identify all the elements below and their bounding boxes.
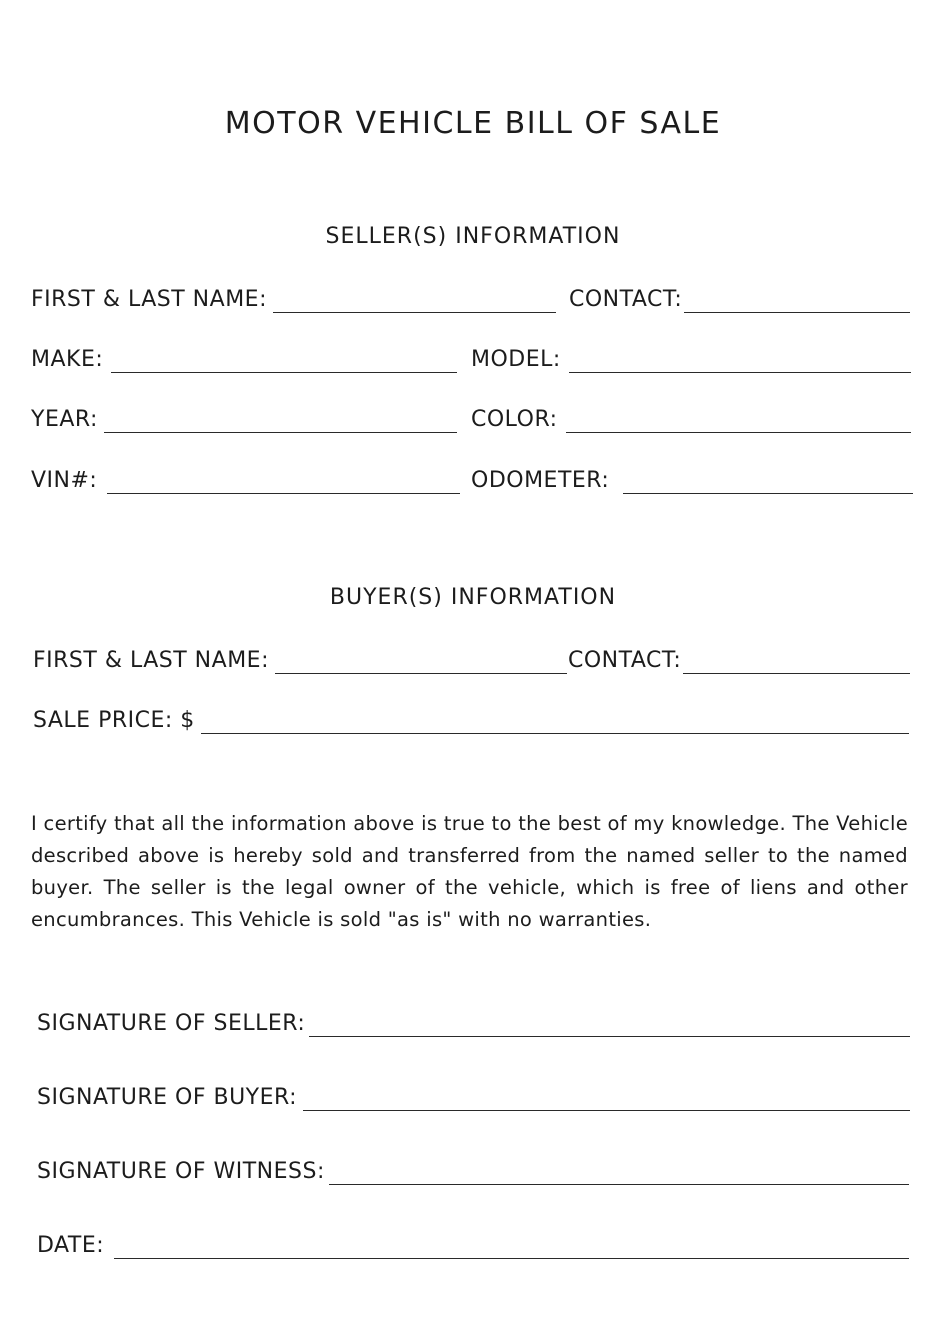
buyer-signature-line[interactable] (303, 1110, 910, 1111)
model-line[interactable] (569, 372, 911, 373)
seller-signature-field[interactable] (37, 1004, 910, 1038)
sale-price-label: SALE PRICE: $ (33, 708, 195, 733)
buyer-contact-label: CONTACT: (568, 648, 682, 673)
color-label: COLOR: (471, 407, 558, 432)
year-label: YEAR: (31, 407, 98, 432)
model-field[interactable] (471, 340, 911, 374)
seller-contact-label: CONTACT: (569, 287, 683, 312)
make-field[interactable] (31, 340, 457, 374)
witness-signature-label: SIGNATURE OF WITNESS: (37, 1159, 325, 1184)
date-field[interactable] (37, 1226, 909, 1260)
seller-name-field[interactable] (31, 280, 556, 314)
vin-label: VIN#: (31, 468, 98, 493)
seller-name-label: FIRST & LAST NAME: (31, 287, 267, 312)
make-label: MAKE: (31, 347, 104, 372)
seller-contact-line[interactable] (684, 312, 910, 313)
buyer-signature-field[interactable] (37, 1078, 910, 1112)
witness-signature-line[interactable] (329, 1184, 909, 1185)
year-field[interactable] (31, 400, 457, 434)
buyer-name-field[interactable] (33, 641, 567, 675)
seller-contact-field[interactable] (569, 280, 910, 314)
make-line[interactable] (111, 372, 457, 373)
color-line[interactable] (566, 432, 912, 433)
witness-signature-field[interactable] (37, 1152, 909, 1186)
odometer-label: ODOMETER: (471, 468, 610, 493)
buyer-contact-field[interactable] (568, 641, 910, 675)
document-title: MOTOR VEHICLE BILL OF SALE (224, 106, 722, 141)
vin-field[interactable] (31, 461, 460, 495)
odometer-field[interactable] (471, 461, 913, 495)
buyer-name-label: FIRST & LAST NAME: (33, 648, 269, 673)
buyer-section-heading: BUYER(S) INFORMATION (329, 585, 617, 610)
seller-section-heading: SELLER(S) INFORMATION (325, 224, 621, 249)
model-label: MODEL: (471, 347, 561, 372)
buyer-signature-label: SIGNATURE OF BUYER: (37, 1085, 298, 1110)
certification-text: I certify that all the information above is true to the best of my knowledge. The Vehicle described above is hereby sold and transferred from the named seller to the named buyer. The seller is the legal owner of the vehicle, which is free of liens and other encumbrances. This Vehicle is sold "as is" with no warranties. (31, 812, 908, 931)
sale-price-line[interactable] (201, 733, 909, 734)
date-label: DATE: (37, 1233, 105, 1258)
year-line[interactable] (104, 432, 457, 433)
sale-price-field[interactable] (33, 701, 909, 735)
color-field[interactable] (471, 400, 911, 434)
seller-signature-line[interactable] (309, 1036, 910, 1037)
odometer-line[interactable] (623, 493, 913, 494)
date-line[interactable] (114, 1258, 909, 1259)
buyer-name-line[interactable] (275, 673, 567, 674)
vin-line[interactable] (107, 493, 460, 494)
buyer-contact-line[interactable] (683, 673, 910, 674)
seller-name-line[interactable] (273, 312, 556, 313)
seller-signature-label: SIGNATURE OF SELLER: (37, 1011, 306, 1036)
